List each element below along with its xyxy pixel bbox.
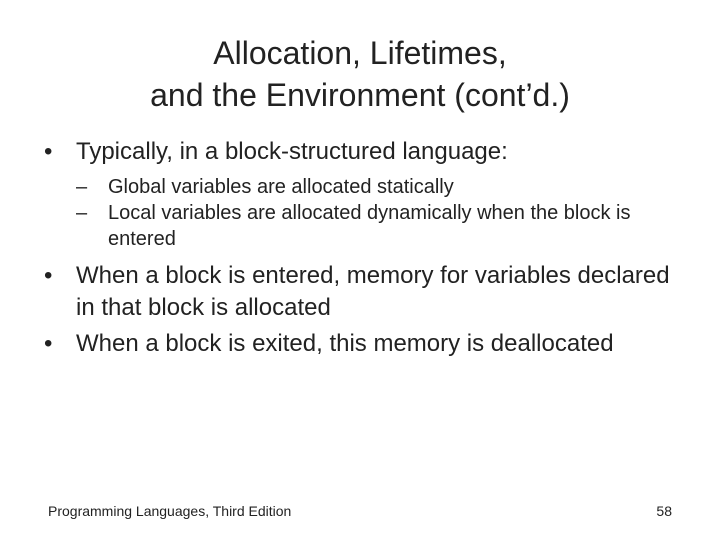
title-line-2: and the Environment (cont’d.) xyxy=(150,77,570,113)
sub-bullet-text: Local variables are allocated dynamically when the block is entered xyxy=(108,202,631,250)
dash-icon: – xyxy=(76,176,88,198)
sub-bullet-text: Global variables are allocated statically xyxy=(108,176,454,198)
bullet-text: When a block is entered, memory for variables declared in that block is allocated xyxy=(76,262,670,321)
bullet-item-block-exited xyxy=(44,328,684,360)
dash-icon: – xyxy=(76,202,88,224)
bullet-icon: • xyxy=(44,138,53,165)
bullet-icon: • xyxy=(44,330,53,357)
bullet-item-block-structured xyxy=(44,136,684,252)
bullet-text: Typically, in a block-structured language: xyxy=(76,138,508,165)
sub-bullet-list xyxy=(76,174,684,252)
bullet-list xyxy=(44,136,684,364)
slide-title xyxy=(0,32,720,116)
bullet-item-block-entered xyxy=(44,260,684,324)
title-line-1: Allocation, Lifetimes, xyxy=(213,35,507,71)
page-number: 58 xyxy=(656,503,672,519)
sub-bullet-local-variables xyxy=(76,200,684,252)
bullet-text: When a block is exited, this memory is deallocated xyxy=(76,330,614,357)
bullet-icon: • xyxy=(44,262,53,289)
footer-book-title: Programming Languages, Third Edition xyxy=(48,503,292,519)
sub-bullet-global-variables xyxy=(76,174,684,200)
